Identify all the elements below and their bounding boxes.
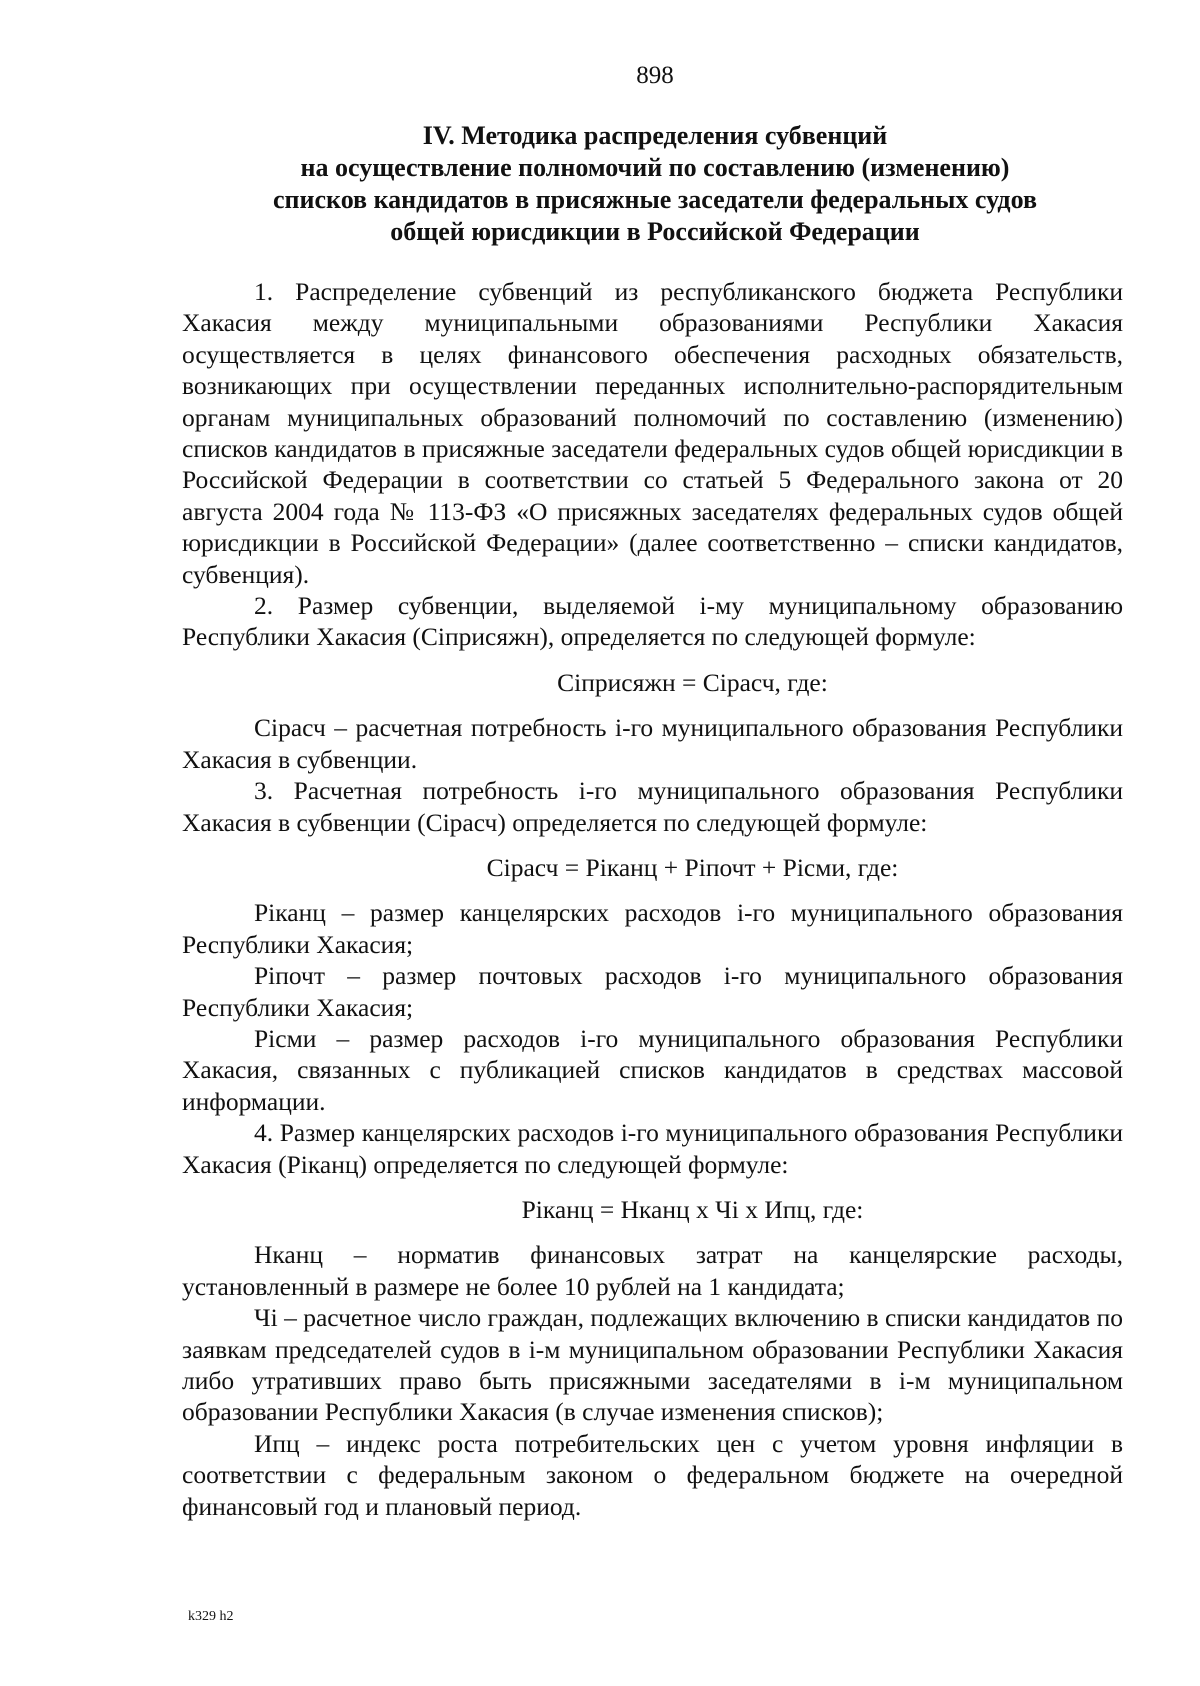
title-line-2: на осуществление полномочий по составлению (изменению) (300, 153, 1010, 182)
definition-pi-pocht: Piпочт – размер почтовых расходов i-го муниципального образования Республики Хакасия; (182, 961, 1123, 1022)
paragraph-4: 4. Размер канцелярских расходов i-го муниципального образования Республики Хакасия (Piканц) определяется по следующей формуле: (182, 1118, 1123, 1179)
definition-pi-kanc: Piканц – размер канцелярских расходов i-го муниципального образования Республики Хакасия; (182, 898, 1123, 959)
title-line-1: IV. Методика распределения субвенций (422, 121, 888, 150)
definition-pi-smi: Piсми – размер расходов i-го муниципального образования Республики Хакасия, связанных с публикацией списков кандидатов в средствах массовой информации. (182, 1023, 1123, 1116)
title-line-4: общей юрисдикции в Российской Федерации (390, 217, 920, 246)
definition-n-kanc: Нканц – норматив финансовых затрат на канцелярские расходы, установленный в размере не более 10 рублей на 1 кандидата; (182, 1240, 1123, 1301)
document-body (182, 276, 1123, 1522)
formula-ci-rasch: Ciрасч = Piканц + Piпочт + Piсми, где: (486, 852, 899, 882)
page-number: 898 (636, 62, 674, 89)
definition-ipc: Ипц – индекс роста потребительских цен с учетом уровня инфляции в соответствии с федеральным законом о федеральном бюджете на очередной финансовый год и плановый период. (182, 1428, 1123, 1521)
footer-code: k329 h2 (188, 1609, 234, 1624)
formula-pi-kanc: Piканц = Нканц х Чi х Ипц, где: (521, 1194, 864, 1224)
paragraph-3: 3. Расчетная потребность i-го муниципального образования Республики Хакасия в субвенции (Ciрасч) определяется по следующей формуле: (182, 776, 1123, 837)
title-line-3: списков кандидатов в присяжные заседатели федеральных судов (273, 185, 1037, 214)
definition-ci-rasch: Ciрасч – расчетная потребность i-го муниципального образования Республики Хакасия в субвенции. (182, 713, 1123, 774)
paragraph-2: 2. Размер субвенции, выделяемой i-му муниципальному образованию Республики Хакасия (Ciприсяжн), определяется по следующей формуле: (182, 591, 1123, 652)
definition-chi: Чi – расчетное число граждан, подлежащих включению в списки кандидатов по заявкам председателей судов в i-м муниципальном образовании Республики Хакасия либо утративших право быть присяжными заседателями в i-м муниципальном образовании Республики Хакасия (в случае изменения списков); (182, 1303, 1123, 1427)
paragraph-1: 1. Распределение субвенций из республиканского бюджета Республики Хакасия между муниципальными образованиями Республики Хакасия осуществляется в целях финансового обеспечения расходных обязательств, возникающих при осуществлении переданных исполнительно-распорядительным органам муниципальных образований полномочий по составлению (изменению) списков кандидатов в присяжные заседатели федеральных судов общей юрисдикции в Российской Федерации в соответствии со статьей 5 Федерального закона от 20 августа 2004 года № 113-ФЗ «О присяжных заседателях федеральных судов общей юрисдикции в Российской Федерации» (далее соответственно – списки кандидатов, субвенция). (182, 277, 1123, 589)
formula-subvention: Ciприсяжн = Ciрасч, где: (557, 667, 828, 697)
section-title (180, 120, 1130, 248)
